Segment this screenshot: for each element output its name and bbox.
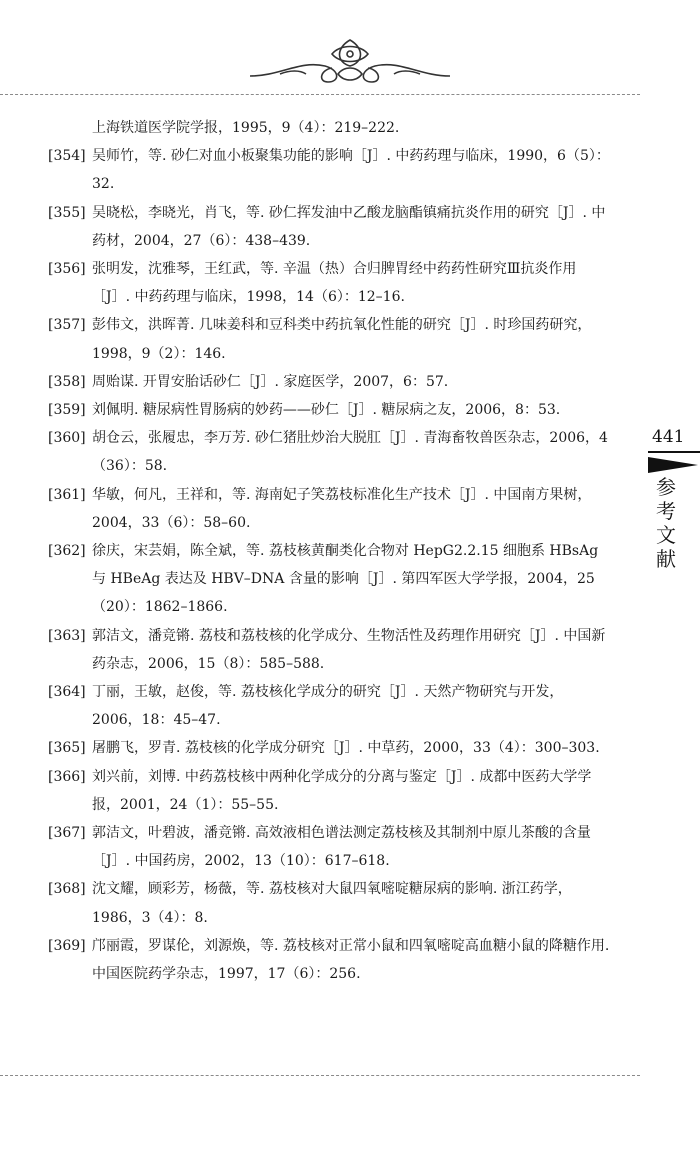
reference-text: 胡仓云，张履忠，李万芳. 砂仁猪肚炒治大脱肛［J］. 青海畜牧兽医杂志，2006，4（36）：58. <box>92 430 608 475</box>
reference-number: [360] <box>48 430 86 447</box>
reference-text: 华敏，何凡，王祥和，等. 海南妃子笑荔枝标准化生产技术［J］. 中国南方果树，2004，33（6）：58–60. <box>92 486 592 531</box>
reference-item <box>0 678 640 734</box>
reference-item <box>0 368 640 396</box>
reference-item <box>0 622 640 678</box>
reference-number: [367] <box>48 825 86 842</box>
reference-item <box>0 311 640 367</box>
section-label <box>656 475 678 571</box>
reference-text: 屠鹏飞，罗青. 荔枝核的化学成分研究［J］. 中草药，2000，33（4）：300–303. <box>92 740 600 757</box>
reference-number: [364] <box>48 684 86 701</box>
reference-number: [369] <box>48 937 86 954</box>
reference-text: 徐庆，宋芸娟，陈全斌，等. 荔枝核黄酮类化合物对 HepG2.2.15 细胞系 HBsAg 与 HBeAg 表达及 HBV–DNA 含量的影响［J］. 第四军医大学学报，2004，25（20）：1862–1866. <box>92 543 599 616</box>
reference-number: [356] <box>48 261 86 278</box>
reference-number: [359] <box>48 402 86 419</box>
reference-item <box>0 537 640 622</box>
page-number: 441 <box>652 427 685 447</box>
reference-number: [355] <box>48 204 86 221</box>
reference-number: [362] <box>48 543 86 560</box>
reference-number: [365] <box>48 740 86 757</box>
reference-text: 张明发，沈雅琴，王红武，等. 辛温（热）合归脾胃经中药药性研究Ⅲ抗炎作用［J］. 中药药理与临床，1998，14（6）：12–16. <box>92 261 577 306</box>
reference-item <box>0 819 640 875</box>
reference-item <box>0 424 640 480</box>
reference-number: [366] <box>48 768 86 785</box>
reference-item <box>0 255 640 311</box>
reference-text: 刘佩明. 糖尿病性胃肠病的妙药——砂仁［J］. 糖尿病之友，2006，8：53. <box>92 402 561 419</box>
reference-text: 吴晓松，李晓光，肖飞，等. 砂仁挥发油中乙酸龙脑酯镇痛抗炎作用的研究［J］. 中药材，2004，27（6）：438–439. <box>92 204 606 249</box>
reference-item <box>0 734 640 762</box>
side-rule <box>648 451 700 453</box>
side-tab-marker <box>648 457 698 473</box>
reference-text: 彭伟文，洪晖菁. 几味姜科和豆科类中药抗氧化性能的研究［J］. 时珍国药研究，1998，9（2）：146. <box>92 317 592 362</box>
reference-text: 郭洁文，潘竞锵. 荔枝和荔枝核的化学成分、生物活性及药理作用研究［J］. 中国新药杂志，2006，15（8）：585–588. <box>92 627 606 672</box>
section-label-char: 献 <box>656 547 676 571</box>
reference-number: [361] <box>48 486 86 503</box>
reference-item <box>0 932 640 988</box>
reference-text: 刘兴前，刘博. 中药荔枝核中两种化学成分的分离与鉴定［J］. 成都中医药大学学报，2001，24（1）：55–55. <box>92 768 592 813</box>
reference-text: 郭洁文，叶碧波，潘竞锵. 高效液相色谱法测定荔枝核及其制剂中原儿茶酸的含量［J］. 中国药房，2002，13（10）：617–618. <box>92 825 591 870</box>
reference-text: 沈文耀，顾彩芳，杨薇，等. 荔枝核对大鼠四氧嘧啶糖尿病的影响. 浙江药学，1986，3（4）：8. <box>92 881 572 926</box>
reference-number: [354] <box>48 148 86 165</box>
reference-number: [358] <box>48 373 86 390</box>
header-divider <box>0 94 640 95</box>
decorative-ornament <box>240 30 460 90</box>
section-label-char: 考 <box>656 499 676 523</box>
reference-list <box>0 114 640 988</box>
reference-number: [357] <box>48 317 86 334</box>
reference-number: [363] <box>48 627 86 644</box>
reference-text: 邝丽霞，罗谋伦，刘源焕，等. 荔枝核对正常小鼠和四氧嘧啶高血糖小鼠的降糖作用. 中国医院药学杂志，1997，17（6）：256. <box>92 937 610 983</box>
reference-item <box>0 396 640 424</box>
reference-text: 上海铁道医学院学报，1995，9（4）：219–222. <box>92 120 400 136</box>
reference-item <box>0 763 640 819</box>
footer-divider <box>0 1075 640 1076</box>
reference-number: [368] <box>48 881 86 898</box>
section-label-char: 参 <box>656 475 676 499</box>
section-label-char: 文 <box>656 523 676 547</box>
reference-item <box>0 199 640 255</box>
reference-item <box>0 875 640 931</box>
reference-text: 丁丽，王敏，赵俊，等. 荔枝核化学成分的研究［J］. 天然产物研究与开发，2006，18：45–47. <box>92 684 564 729</box>
reference-text: 周贻谋. 开胃安胎话砂仁［J］. 家庭医学，2007，6：57. <box>92 373 449 390</box>
reference-item <box>0 142 640 198</box>
reference-item <box>0 114 640 142</box>
reference-text: 吴师竹，等. 砂仁对血小板聚集功能的影响［J］. 中药药理与临床，1990，6（5）：32. <box>92 148 610 193</box>
reference-item <box>0 481 640 537</box>
